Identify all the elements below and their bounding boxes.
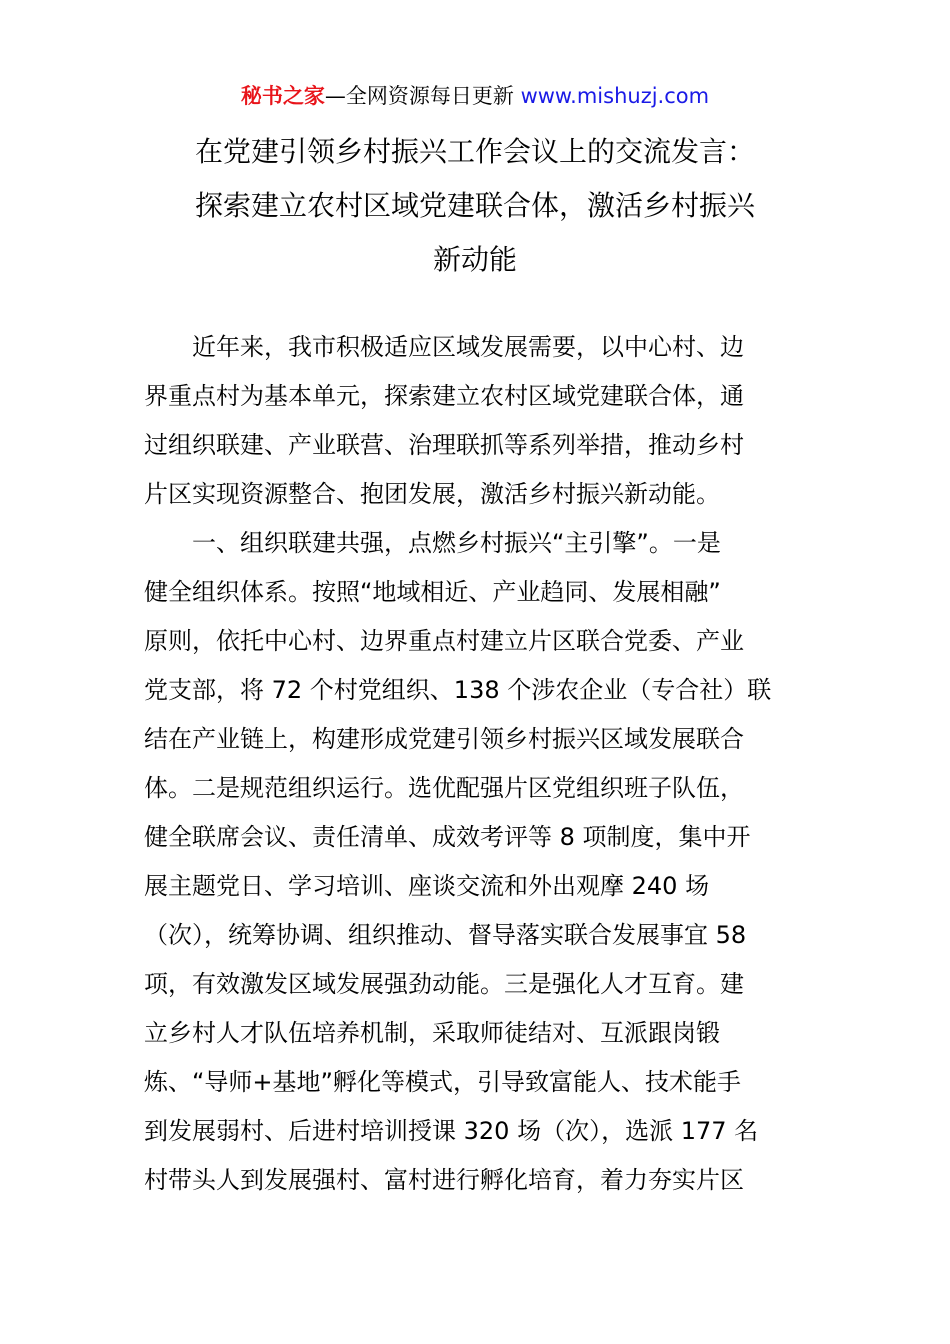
title-line: 在党建引领乡村振兴工作会议上的交流发言： [194,135,755,168]
paragraph-line: （次），统筹协调、组织推动、督导落实联合发展事宜 58 [144,921,747,949]
site-header [0,80,950,112]
paragraph-line: 村带头人到发展强村、富村进行孵化培育，着力夯实片区 [144,1166,744,1194]
paragraph-line: 片区实现资源整合、抱团发展，激活乡村振兴新动能。 [144,480,720,508]
paragraph-line: 炼、“导师+基地”孵化等模式，引导致富能人、技术能手 [144,1068,741,1096]
paragraph-line: 一、组织联建共强，点燃乡村振兴“主引擎”。一是 [192,529,721,557]
paragraph-line: 过组织联建、产业联营、治理联抓等系列举措，推动乡村 [144,431,744,459]
document-title [140,125,810,287]
title-line: 探索建立农村区域党建联合体，激活乡村振兴 [194,189,755,222]
paragraph-line: 健全联席会议、责任清单、成效考评等 8 项制度，集中开 [144,823,751,851]
title-line: 新动能 [432,243,517,276]
paragraph-line: 健全组织体系。按照“地域相近、产业趋同、发展相融” [144,578,721,606]
brand-name: 秘书之家 [240,84,325,108]
header-tagline: —全网资源每日更新 [324,84,521,108]
paragraph-line: 原则，依托中心村、边界重点村建立片区联合党委、产业 [144,627,744,655]
paragraph-line: 党支部，将 72 个村党组织、138 个涉农企业（专合社）联 [144,676,772,704]
paragraph-line: 到发展弱村、后进村培训授课 320 场（次），选派 177 名 [144,1117,759,1145]
paragraph-line: 界重点村为基本单元，探索建立农村区域党建联合体，通 [144,382,744,410]
paragraph-line: 展主题党日、学习培训、座谈交流和外出观摩 240 场 [144,872,710,900]
paragraph-line: 体。二是规范组织运行。选优配强片区党组织班子队伍， [144,774,744,802]
paragraph-line: 结在产业链上，构建形成党建引领乡村振兴区域发展联合 [144,725,744,753]
body-text [144,323,808,1205]
paragraph-line: 项，有效激发区域发展强劲动能。三是强化人才互育。建 [144,970,744,998]
paragraph-line: 近年来，我市积极适应区域发展需要，以中心村、边 [192,333,744,361]
paragraph-line: 立乡村人才队伍培养机制，采取师徒结对、互派跟岗锻 [144,1019,720,1047]
site-url-link[interactable]: www.mishuzj.com [520,84,710,108]
